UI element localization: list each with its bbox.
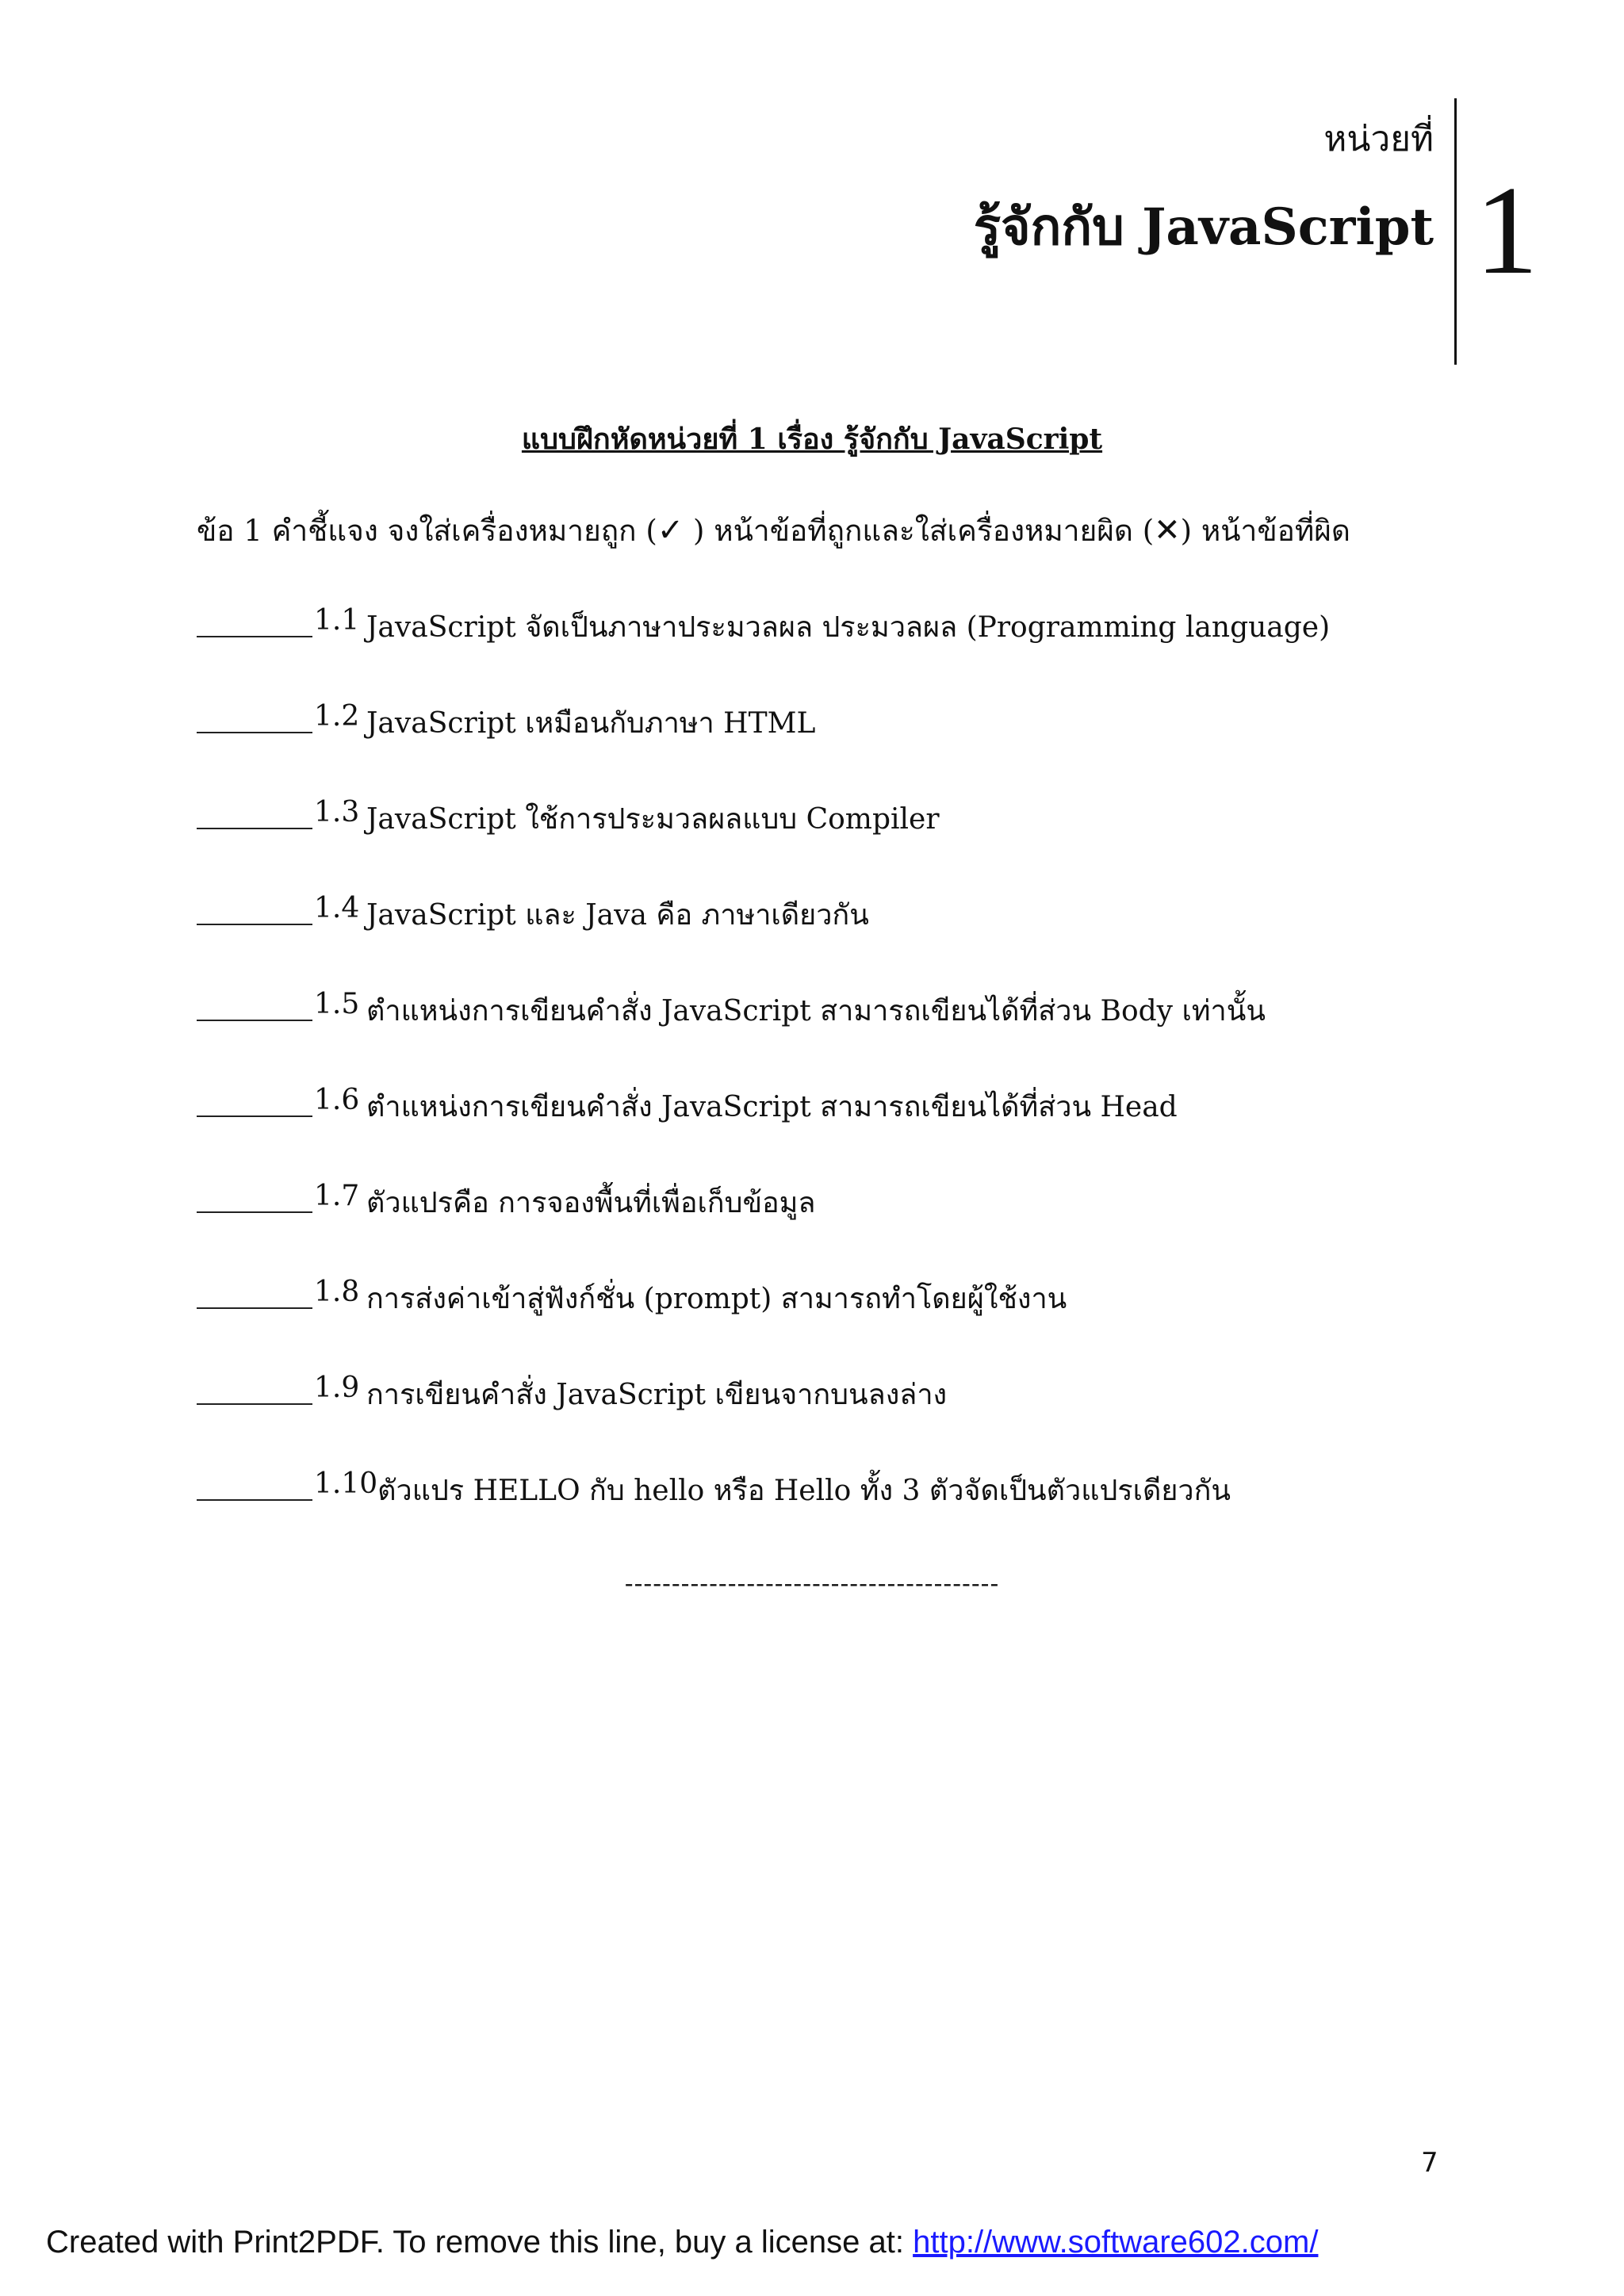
item-number: 1.8 (314, 1276, 360, 1308)
unit-title: รู้จักกับ JavaScript (973, 197, 1434, 257)
check-mark-icon: ✓ (657, 512, 684, 549)
section-divider: ---------------------------------------- (624, 1568, 1000, 1598)
instruction-text-3: ) หน้าข้อที่ผิด (1180, 514, 1350, 548)
item-number: 1.6 (314, 1084, 360, 1116)
item-text: ตัวแปรคือ การจองพื้นที่เพื่อเก็บข้อมูล (366, 1187, 816, 1219)
instruction-text-2: ) หน้าข้อที่ถูกและใส่เครื่องหมายผิด ( (684, 514, 1155, 548)
answer-blank[interactable] (197, 604, 312, 637)
answer-blank[interactable] (197, 1084, 312, 1117)
footer-watermark (46, 2225, 1318, 2260)
instruction (197, 507, 1350, 554)
exercise-item (197, 1468, 1330, 1563)
exercise-item (197, 1180, 1330, 1276)
item-text: JavaScript และ Java คือ ภาษาเดียวกัน (366, 899, 869, 932)
answer-blank[interactable] (197, 1276, 312, 1309)
item-number: 1.7 (314, 1180, 360, 1212)
item-number: 1.9 (314, 1372, 360, 1404)
item-number: 1.4 (314, 892, 360, 924)
answer-blank[interactable] (197, 1468, 312, 1501)
answer-blank[interactable] (197, 796, 312, 829)
cross-mark-icon: ✕ (1154, 512, 1181, 549)
item-text: ตำแหน่งการเขียนคำสั่ง JavaScript สามารถเขียนได้ที่ส่วน Body เท่านั้น (366, 995, 1266, 1027)
item-text: JavaScript จัดเป็นภาษาประมวลผล ประมวลผล (Programming language) (366, 611, 1331, 644)
exercise-item (197, 604, 1330, 700)
exercise-heading: แบบฝึกหัดหน่วยที่ 1 เรื่อง รู้จักกับ JavaScript (521, 423, 1103, 456)
unit-label: หน่วยที่ (1323, 119, 1434, 159)
answer-blank[interactable] (197, 988, 312, 1021)
item-number: 1.10 (314, 1468, 378, 1500)
answer-blank[interactable] (197, 892, 312, 925)
item-text: JavaScript เหมือนกับภาษา HTML (366, 707, 816, 740)
item-text: การเขียนคำสั่ง JavaScript เขียนจากบนลงล่าง (366, 1379, 948, 1411)
item-number: 1.1 (314, 604, 360, 637)
unit-number: 1 (1475, 159, 1538, 300)
exercise-item (197, 796, 1330, 892)
item-text: ตำแหน่งการเขียนคำสั่ง JavaScript สามารถเขียนได้ที่ส่วน Head (366, 1091, 1178, 1123)
item-text: การส่งค่าเข้าสู่ฟังก์ชั่น (prompt) สามารถทำโดยผู้ใช้งาน (366, 1283, 1067, 1315)
answer-blank[interactable] (197, 1372, 312, 1405)
exercise-item (197, 1084, 1330, 1180)
exercise-item (197, 1372, 1330, 1468)
item-number: 1.5 (314, 988, 360, 1020)
exercise-item (197, 1276, 1330, 1372)
exercise-item (197, 988, 1330, 1084)
header-divider (1454, 98, 1457, 365)
footer-link[interactable]: http://www.software602.com/ (913, 2225, 1319, 2260)
exercise-item (197, 892, 1330, 988)
exercise-items (197, 604, 1330, 1563)
item-number: 1.2 (314, 700, 360, 733)
item-number: 1.3 (314, 796, 360, 828)
answer-blank[interactable] (197, 700, 312, 733)
instruction-text-1: ข้อ 1 คำชี้แจง จงใส่เครื่องหมายถูก ( (197, 514, 657, 548)
item-text: JavaScript ใช้การประมวลผลแบบ Compiler (366, 803, 940, 836)
page-number: 7 (1421, 2147, 1438, 2179)
answer-blank[interactable] (197, 1180, 312, 1213)
item-text: ตัวแปร HELLO กับ hello หรือ Hello ทั้ง 3 ตัวจัดเป็นตัวแปรเดียวกัน (377, 1475, 1231, 1507)
footer-text: Created with Print2PDF. To remove this line, buy a license at: (46, 2225, 914, 2260)
exercise-item (197, 700, 1330, 796)
